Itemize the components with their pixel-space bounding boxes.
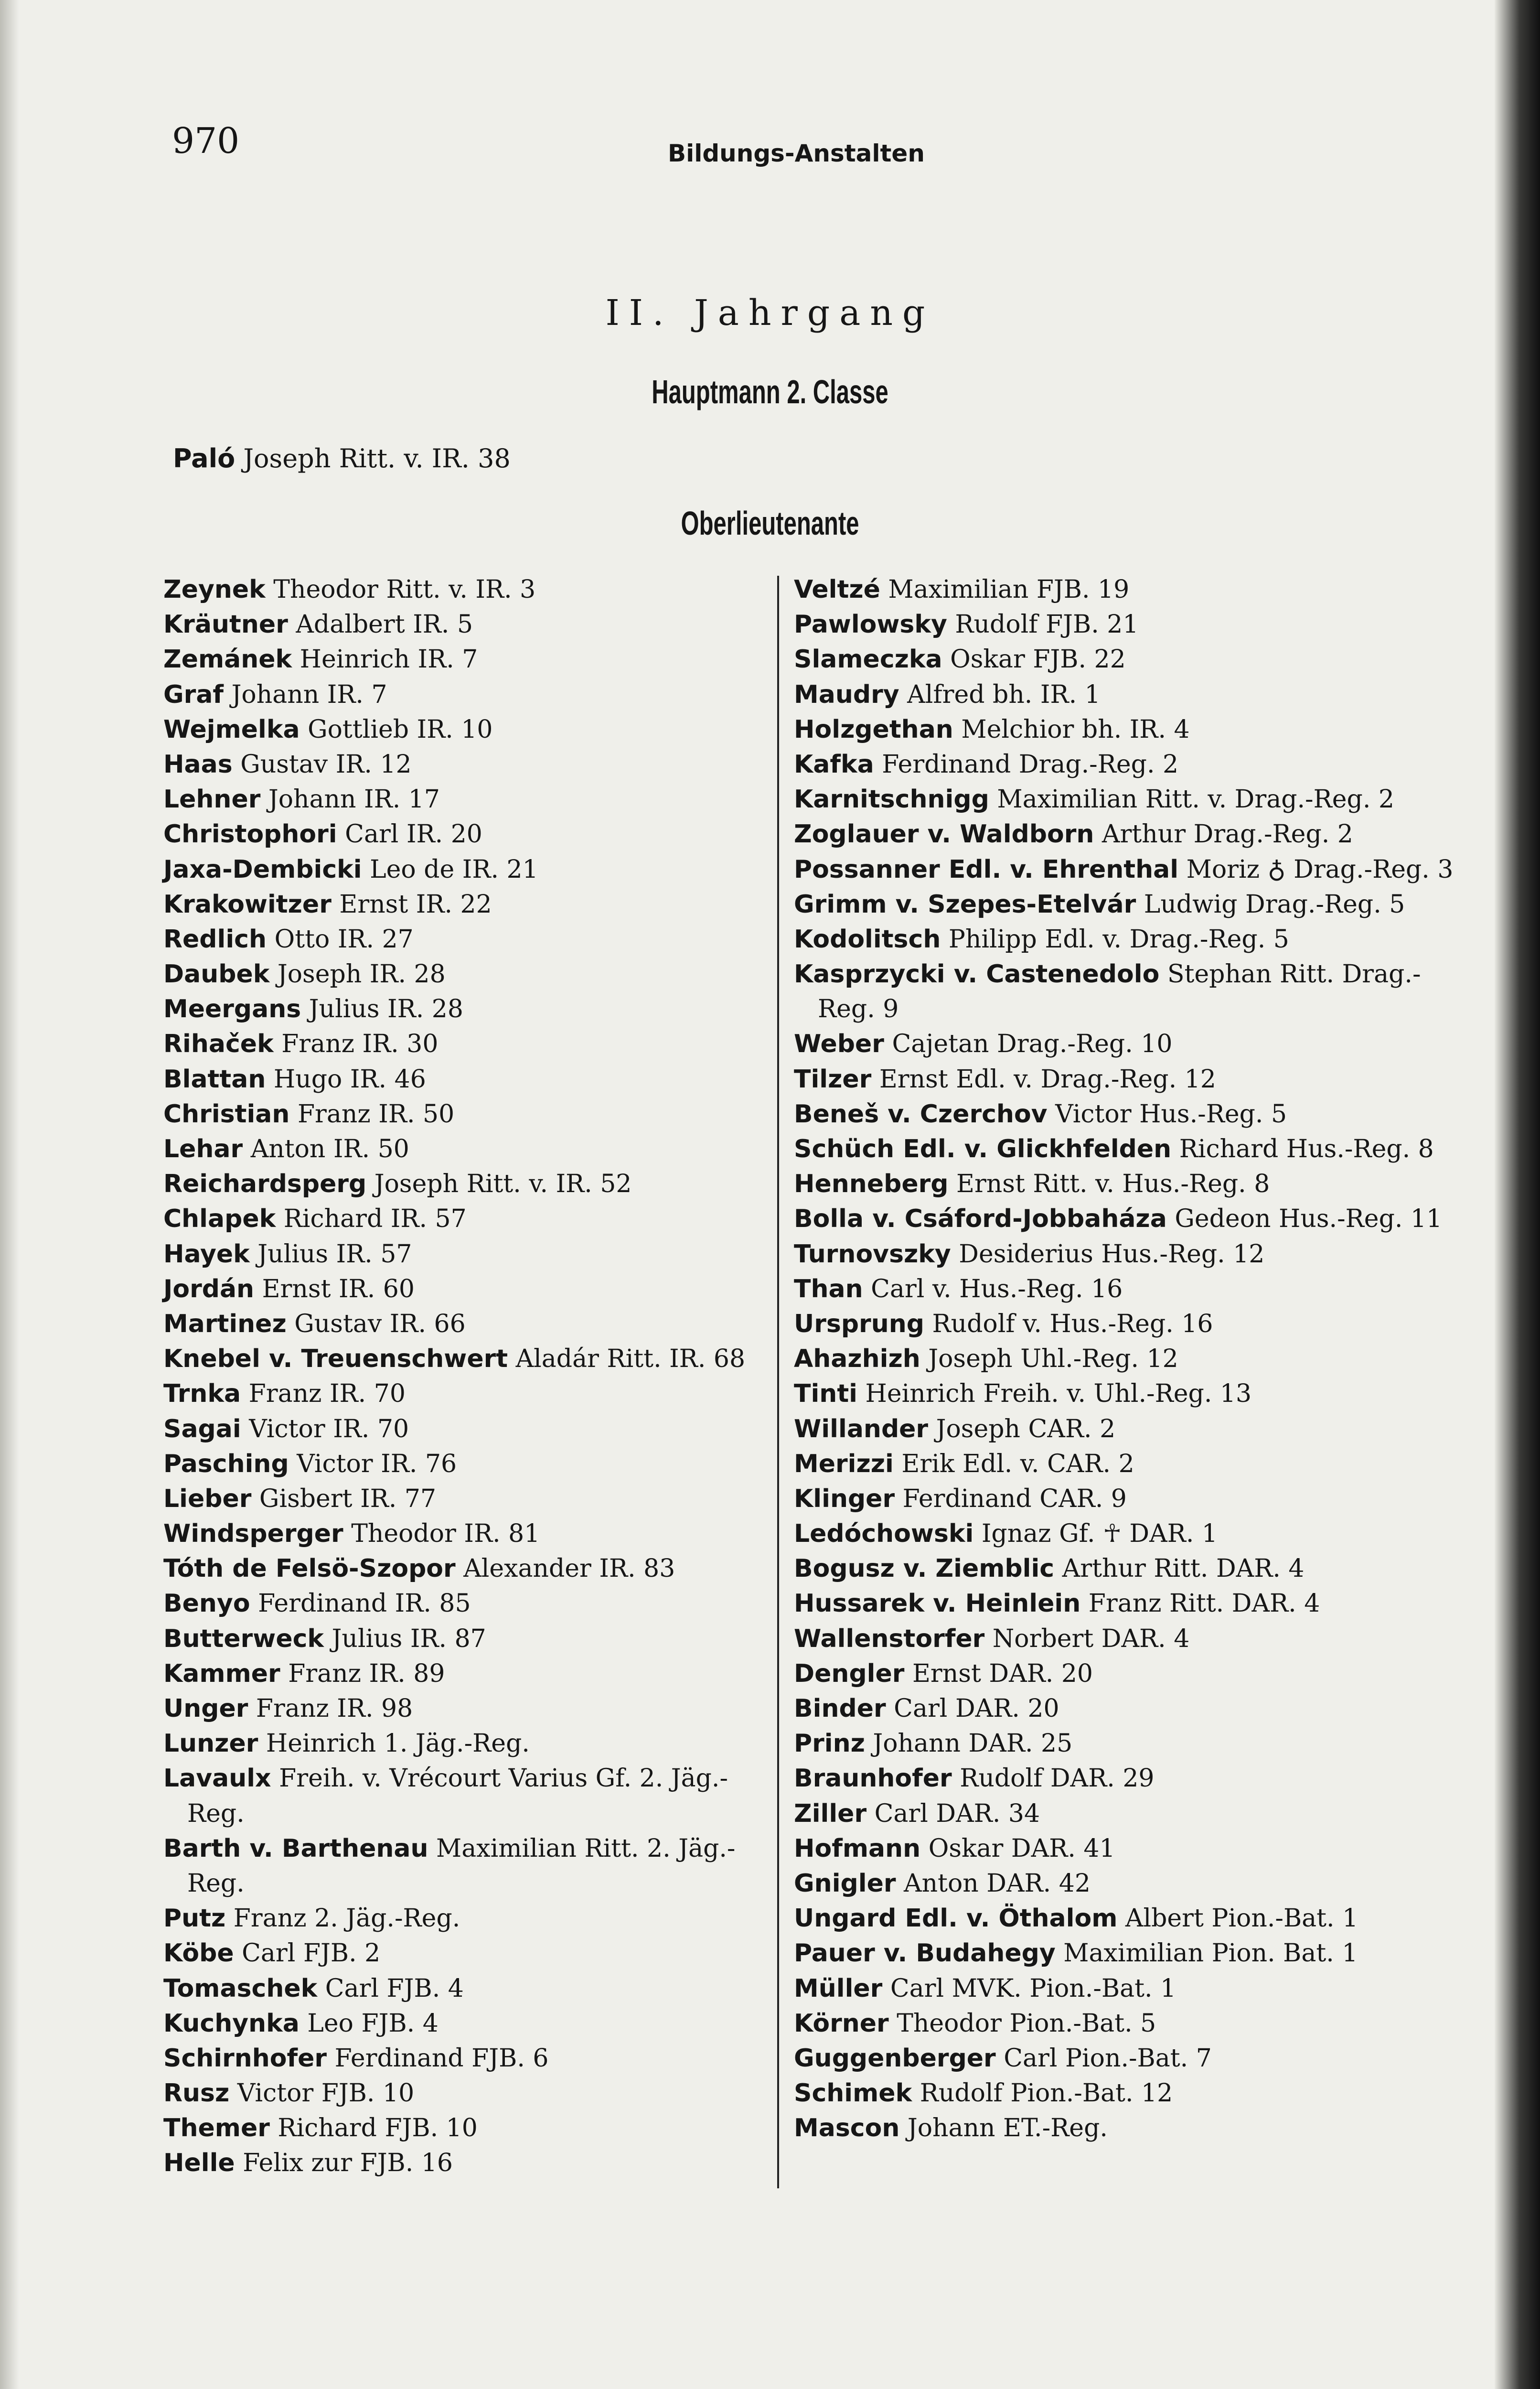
entry-rest: Ignaz Gf. ☥ DAR. 1 (981, 1519, 1218, 1549)
entry-name: Körner (794, 2009, 889, 2038)
entry-rest: Oskar FJB. 22 (950, 645, 1126, 674)
entry-rest: Ernst DAR. 20 (912, 1659, 1093, 1688)
entry-name: Knebel v. Treuenschwert (163, 1345, 508, 1374)
list-item (794, 1936, 1401, 1971)
entry-name: Tilzer (794, 1065, 872, 1094)
list-item (163, 1237, 770, 1272)
list-item (794, 957, 1421, 992)
list-item (794, 1831, 1401, 1866)
entry-name: Trnka (163, 1379, 241, 1409)
list-item (794, 1797, 1401, 1831)
list-item (794, 1586, 1401, 1621)
entry-name: Ahazhizh (794, 1345, 920, 1374)
list-item (163, 1132, 770, 1167)
list-item (163, 887, 770, 922)
list-item (163, 2006, 770, 2041)
list-item (794, 1237, 1401, 1272)
entry-rest: Carl FJB. 2 (242, 1939, 381, 1968)
list-item (163, 922, 770, 957)
entry-name: Schirnhofer (163, 2044, 327, 2073)
entry-rest: Gottlieb IR. 10 (308, 715, 493, 744)
entry-name: Holzgethan (794, 715, 953, 744)
list-item (794, 678, 1401, 712)
entry-rest: Alexander IR. 83 (463, 1554, 675, 1583)
entry-rest: Rudolf FJB. 21 (955, 610, 1139, 639)
list-item (163, 1482, 770, 1517)
entry-name: Hofmann (794, 1834, 921, 1863)
entry-rest: Julius IR. 28 (309, 995, 463, 1024)
entry-name: Kodolitsch (794, 925, 941, 954)
entry-rest: Philipp Edl. v. Drag.-Reg. 5 (948, 925, 1289, 954)
list-item (794, 887, 1405, 922)
entry-rest: Maximilian Ritt. 2. Jäg.- (436, 1834, 736, 1863)
entry-rest: Norbert DAR. 4 (992, 1624, 1190, 1653)
scan-edge-left (0, 0, 19, 2389)
entry-name: Köbe (163, 1939, 234, 1968)
entry-name: Grimm v. Szepes-Etelvár (794, 890, 1136, 919)
list-item (163, 1027, 770, 1062)
list-item (794, 607, 1401, 642)
scan-edge-right (1495, 0, 1540, 2389)
list-item-continuation (163, 1866, 770, 1901)
list-item (794, 1691, 1401, 1726)
list-item (794, 572, 1401, 607)
list-item (794, 1307, 1401, 1342)
list-item (794, 1272, 1401, 1307)
entry-name: Weber (794, 1030, 884, 1059)
entry-rest: Carl DAR. 20 (894, 1694, 1059, 1723)
list-item-continuation (794, 992, 1401, 1027)
list-item (163, 1517, 770, 1551)
list-item (163, 1447, 770, 1482)
entry-rest: Reg. 9 (818, 995, 899, 1024)
list-item (794, 782, 1401, 817)
entry-rest: Melchior bh. IR. 4 (961, 715, 1190, 744)
entry-rest: Freih. v. Vrécourt Varius Gf. 2. Jäg.- (279, 1764, 728, 1793)
list-item (794, 1202, 1443, 1237)
entry-rest: Moriz ♁ Drag.-Reg. 3 (1186, 855, 1454, 884)
list-item (794, 1377, 1401, 1411)
entry-name: Bogusz v. Ziemblic (794, 1554, 1055, 1583)
entry-rest: Carl FJB. 4 (325, 1974, 464, 2003)
entry-name: Butterweck (163, 1624, 324, 1653)
list-item (163, 992, 770, 1027)
list-item (163, 1062, 770, 1097)
list-item-continuation (163, 1797, 770, 1831)
list-item (163, 1272, 770, 1307)
entry-rest: Franz IR. 30 (281, 1030, 438, 1059)
entry-rest: Stephan Ritt. Drag.- (1167, 960, 1421, 989)
list-item (163, 1691, 770, 1726)
entry-name: Haas (163, 750, 233, 779)
list-item (794, 1097, 1401, 1132)
entry-name: Prinz (794, 1729, 865, 1758)
entry-name: Unger (163, 1694, 248, 1723)
entry-name: Hussarek v. Heinlein (794, 1589, 1081, 1618)
entry-name: Martinez (163, 1309, 287, 1338)
entry-rest: Ferdinand FJB. 6 (334, 2044, 549, 2073)
entry-name: Helle (163, 2149, 235, 2178)
entry-rest: Johann ET.-Reg. (907, 2114, 1108, 2143)
entry-name: Daubek (163, 960, 270, 989)
list-item (794, 747, 1401, 782)
entry-rest: Leo FJB. 4 (307, 2009, 438, 2038)
entry-name: Lieber (163, 1484, 252, 1513)
list-item (794, 922, 1401, 957)
list-item (794, 1482, 1401, 1517)
entry-name: Ursprung (794, 1309, 924, 1338)
entry-name: Chlapek (163, 1205, 276, 1234)
entry-rest: Maximilian FJB. 19 (888, 575, 1130, 604)
entry-rest: Carl MVK. Pion.-Bat. 1 (890, 1974, 1176, 2003)
entry-name: Braunhofer (794, 1764, 952, 1793)
running-head: Bildungs-Anstalten (668, 140, 925, 167)
page-number: 970 (172, 120, 240, 161)
entry-name: Than (794, 1274, 863, 1303)
entry-name: Willander (794, 1414, 929, 1443)
entry-name: Kafka (794, 750, 874, 779)
entry-rest: Victor IR. 76 (297, 1449, 457, 1478)
entry-name: Gnigler (794, 1869, 896, 1898)
list-item (794, 1342, 1401, 1377)
entry-rest: Adalbert IR. 5 (296, 610, 473, 639)
section-heading: Oberlieutenante (681, 505, 859, 542)
entry-rest: Arthur Ritt. DAR. 4 (1062, 1554, 1305, 1583)
entry-name: Redlich (163, 925, 267, 954)
entry-name: Rihaček (163, 1030, 274, 1059)
entry-name: Krakowitzer (163, 890, 332, 919)
list-item (163, 782, 770, 817)
entry-rest: Joseph Ritt. v. IR. 38 (243, 443, 511, 473)
entry-name: Windsperger (163, 1519, 343, 1549)
entry-name: Pauer v. Budahegy (794, 1939, 1056, 1968)
entry-rest: Gisbert IR. 77 (259, 1484, 437, 1513)
list-item (794, 1167, 1401, 1202)
entry-name: Dengler (794, 1659, 905, 1688)
entry-name: Pasching (163, 1449, 289, 1478)
list-item (794, 1412, 1401, 1447)
entry-name: Müller (794, 1974, 883, 2003)
entry-name: Paló (173, 443, 235, 473)
entry-name: Turnovszky (794, 1239, 951, 1269)
rank-heading: Hauptmann 2. Classe (652, 373, 888, 410)
entry-name: Lehner (163, 785, 261, 814)
entry-name: Reichardsperg (163, 1170, 367, 1199)
entry-rest: Carl Pion.-Bat. 7 (1004, 2044, 1212, 2073)
entry-name: Kammer (163, 1659, 280, 1688)
entry-name: Schüch Edl. v. Glickhfelden (794, 1135, 1172, 1163)
list-item (163, 1936, 770, 1971)
entry-rest: Ernst IR. 60 (262, 1274, 415, 1303)
entry-rest: Albert Pion.-Bat. 1 (1125, 1904, 1358, 1933)
entry-rest: Maximilian Pion. Bat. 1 (1063, 1939, 1358, 1968)
entry-rest: Julius IR. 87 (332, 1624, 486, 1653)
entry-name: Ziller (794, 1799, 867, 1828)
list-item (163, 1377, 770, 1411)
entry-rest: Gustav IR. 12 (240, 750, 412, 779)
list-item (163, 1761, 770, 1796)
entry-rest: Rudolf Pion.-Bat. 12 (920, 2079, 1173, 2108)
entry-name: Benyo (163, 1589, 250, 1618)
list-item (794, 1447, 1401, 1482)
list-item (794, 1062, 1401, 1097)
list-item (794, 1726, 1401, 1761)
entry-rest: Ludwig Drag.-Reg. 5 (1144, 890, 1405, 919)
captain-entry (173, 443, 511, 473)
list-item (794, 1761, 1401, 1796)
list-item (163, 1622, 770, 1657)
list-item (163, 1097, 770, 1132)
entry-name: Wallenstorfer (794, 1624, 985, 1653)
list-item (794, 1622, 1401, 1657)
entry-name: Jordán (163, 1274, 255, 1303)
list-item (163, 607, 770, 642)
list-item (794, 1027, 1401, 1062)
entry-rest: Anton IR. 50 (250, 1135, 409, 1163)
list-item (794, 852, 1454, 887)
entry-rest: Heinrich Freih. v. Uhl.-Reg. 13 (865, 1379, 1252, 1409)
entry-name: Merizzi (794, 1449, 894, 1478)
entry-name: Mascon (794, 2114, 900, 2143)
entry-rest: Gustav IR. 66 (294, 1309, 466, 1338)
entry-rest: Victor FJB. 10 (237, 2079, 415, 2108)
entry-name: Christophori (163, 820, 337, 849)
list-item (163, 957, 770, 992)
list-item (163, 572, 770, 607)
entry-rest: Ferdinand IR. 85 (258, 1589, 471, 1618)
entry-rest: Reg. (187, 1799, 245, 1828)
list-item (794, 712, 1401, 747)
list-item (794, 642, 1401, 677)
entry-rest: Desiderius Hus.-Reg. 12 (959, 1239, 1265, 1269)
list-item (163, 1167, 770, 1202)
list-item (163, 1971, 770, 2006)
list-item (163, 2041, 770, 2076)
list-item (163, 2076, 770, 2111)
entry-name: Blattan (163, 1065, 266, 1094)
entry-name: Zoglauer v. Waldborn (794, 820, 1094, 849)
list-item (163, 1831, 770, 1866)
list-item (794, 2111, 1401, 2146)
entry-name: Lehar (163, 1135, 243, 1163)
entry-name: Bolla v. Csáford-Jobbaháza (794, 1205, 1167, 1234)
entry-rest: Cajetan Drag.-Reg. 10 (892, 1030, 1173, 1059)
entry-name: Hayek (163, 1239, 250, 1269)
entry-name: Slameczka (794, 645, 942, 674)
entry-name: Kräutner (163, 610, 288, 639)
list-item (163, 1202, 770, 1237)
entry-name: Kuchynka (163, 2009, 299, 2038)
entry-rest: Johann IR. 17 (268, 785, 440, 814)
list-item (794, 1517, 1401, 1551)
entry-rest: Maximilian Ritt. v. Drag.-Reg. 2 (997, 785, 1394, 814)
entry-rest: Erik Edl. v. CAR. 2 (901, 1449, 1134, 1478)
list-item (794, 1866, 1401, 1901)
entry-rest: Theodor Pion.-Bat. 5 (897, 2009, 1156, 2038)
entry-rest: Gedeon Hus.-Reg. 11 (1175, 1205, 1443, 1234)
entry-rest: Rudolf DAR. 29 (960, 1764, 1155, 1793)
entry-rest: Heinrich IR. 7 (299, 645, 478, 674)
entry-rest: Carl IR. 20 (345, 820, 482, 849)
entry-rest: Theodor Ritt. v. IR. 3 (273, 575, 536, 604)
entry-rest: Johann IR. 7 (231, 680, 387, 709)
entry-name: Veltzé (794, 575, 880, 604)
entry-name: Jaxa-Dembicki (163, 855, 362, 884)
entry-rest: Franz IR. 98 (256, 1694, 413, 1723)
entry-rest: Reg. (187, 1869, 245, 1898)
entry-name: Maudry (794, 680, 899, 709)
entry-name: Zemánek (163, 645, 292, 674)
list-item (794, 1132, 1434, 1167)
entry-rest: Felix zur FJB. 16 (243, 2149, 453, 2178)
entry-rest: Ferdinand CAR. 9 (902, 1484, 1127, 1513)
list-item (163, 747, 770, 782)
entry-rest: Leo de IR. 21 (370, 855, 538, 884)
entry-name: Putz (163, 1904, 226, 1933)
list-item (794, 2076, 1401, 2111)
list-item (163, 1551, 770, 1586)
entry-rest: Joseph Ritt. v. IR. 52 (374, 1170, 632, 1199)
list-item (794, 2041, 1401, 2076)
entry-name: Wejmelka (163, 715, 300, 744)
list-item (163, 1412, 770, 1447)
entry-rest: Joseph IR. 28 (277, 960, 446, 989)
entry-name: Tóth de Felsö-Szopor (163, 1554, 456, 1583)
entry-rest: Otto IR. 27 (274, 925, 414, 954)
list-item (794, 2006, 1401, 2041)
entry-rest: Richard Hus.-Reg. 8 (1179, 1135, 1434, 1163)
entry-name: Tinti (794, 1379, 857, 1409)
entry-rest: Ferdinand Drag.-Reg. 2 (882, 750, 1179, 779)
entry-name: Beneš v. Czerchov (794, 1099, 1048, 1129)
entry-name: Rusz (163, 2079, 230, 2108)
entry-name: Pawlowsky (794, 610, 947, 639)
entry-rest: Carl v. Hus.-Reg. 16 (871, 1274, 1123, 1303)
list-item (163, 1586, 770, 1621)
entry-rest: Richard FJB. 10 (278, 2114, 478, 2143)
entry-name: Barth v. Barthenau (163, 1834, 428, 1863)
entry-rest: Franz Ritt. DAR. 4 (1088, 1589, 1320, 1618)
entry-rest: Franz IR. 50 (297, 1099, 455, 1129)
entry-name: Christian (163, 1099, 290, 1129)
list-item (163, 1726, 770, 1761)
entry-name: Themer (163, 2114, 270, 2143)
entry-rest: Rudolf v. Hus.-Reg. 16 (932, 1309, 1213, 1338)
entry-rest: Johann DAR. 25 (873, 1729, 1073, 1758)
entry-name: Zeynek (163, 575, 266, 604)
list-item (163, 1901, 770, 1936)
entry-rest: Victor IR. 70 (249, 1414, 409, 1443)
entry-rest: Hugo IR. 46 (273, 1065, 426, 1094)
column-divider (777, 576, 779, 2188)
entry-name: Tomaschek (163, 1974, 318, 2003)
entry-rest: Heinrich 1. Jäg.-Reg. (266, 1729, 530, 1758)
entry-rest: Franz IR. 70 (248, 1379, 406, 1409)
entry-rest: Victor Hus.-Reg. 5 (1055, 1099, 1287, 1129)
entry-name: Guggenberger (794, 2044, 996, 2073)
entry-name: Schimek (794, 2079, 912, 2108)
list-item (163, 1657, 770, 1691)
entry-name: Meergans (163, 995, 301, 1024)
list-item (794, 817, 1401, 852)
entry-name: Klinger (794, 1484, 895, 1513)
entry-rest: Ernst Edl. v. Drag.-Reg. 12 (879, 1065, 1216, 1094)
entry-name: Lavaulx (163, 1764, 271, 1793)
entry-name: Ungard Edl. v. Öthalom (794, 1904, 1118, 1933)
left-column (163, 572, 770, 2181)
entry-rest: Franz 2. Jäg.-Reg. (233, 1904, 460, 1933)
list-item (794, 1657, 1401, 1691)
entry-rest: Alfred bh. IR. 1 (907, 680, 1101, 709)
list-item (163, 678, 770, 712)
entry-name: Graf (163, 680, 224, 709)
list-item (163, 817, 770, 852)
entry-rest: Aladár Ritt. IR. 68 (515, 1345, 746, 1374)
list-item (794, 1551, 1401, 1586)
entry-rest: Richard IR. 57 (283, 1205, 467, 1234)
entry-name: Binder (794, 1694, 886, 1723)
right-column (794, 572, 1454, 2146)
entry-name: Ledóchowski (794, 1519, 974, 1549)
entry-rest: Ernst IR. 22 (339, 890, 492, 919)
entry-rest: Ernst Ritt. v. Hus.-Reg. 8 (956, 1170, 1270, 1199)
entry-name: Henneberg (794, 1170, 949, 1199)
entry-rest: Arthur Drag.-Reg. 2 (1102, 820, 1353, 849)
entry-rest: Anton DAR. 42 (904, 1869, 1091, 1898)
entry-rest: Julius IR. 57 (257, 1239, 412, 1269)
list-item (794, 1971, 1401, 2006)
list-item (163, 2111, 770, 2146)
entry-name: Sagai (163, 1414, 241, 1443)
entry-rest: Joseph Uhl.-Reg. 12 (928, 1345, 1178, 1374)
year-heading: II. Jahrgang (605, 292, 935, 334)
list-item (163, 642, 770, 677)
entry-name: Kasprzycki v. Castenedolo (794, 960, 1160, 989)
list-item (163, 1342, 770, 1377)
list-item (163, 852, 770, 887)
entry-rest: Oskar DAR. 41 (928, 1834, 1115, 1863)
list-item (163, 1307, 770, 1342)
list-item (794, 1901, 1401, 1936)
entry-rest: Theodor IR. 81 (351, 1519, 540, 1549)
entry-rest: Franz IR. 89 (288, 1659, 445, 1688)
entry-name: Lunzer (163, 1729, 258, 1758)
entry-name: Possanner Edl. v. Ehrenthal (794, 855, 1179, 884)
list-item (163, 712, 770, 747)
entry-rest: Carl DAR. 34 (874, 1799, 1040, 1828)
entry-name: Karnitschnigg (794, 785, 989, 814)
entry-rest: Joseph CAR. 2 (936, 1414, 1116, 1443)
list-item (163, 2146, 770, 2181)
